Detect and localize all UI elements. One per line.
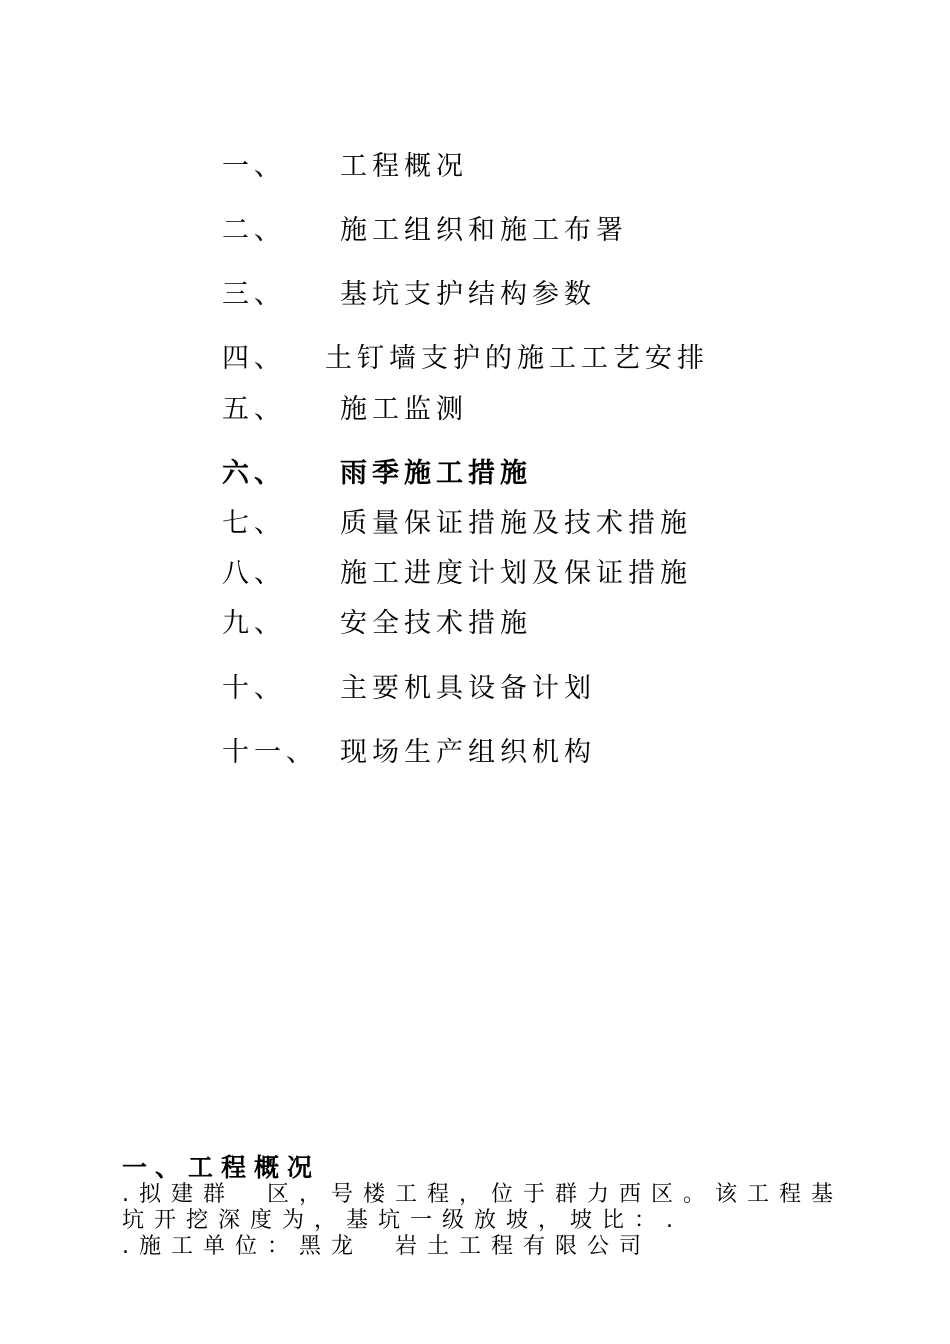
toc-number: 一、 — [222, 151, 286, 182]
toc-number: 七、 — [222, 508, 286, 539]
toc-number: 十一、 — [222, 737, 318, 768]
paragraph-line: .施工单位：黑龙 岩土工程有限公司 — [122, 1234, 651, 1259]
toc-title: 施工进度计划及保证措施 — [340, 558, 692, 589]
toc-number: 五、 — [222, 394, 286, 425]
toc-number: 八、 — [222, 558, 286, 589]
section-heading: 一、工程概况 — [122, 1153, 321, 1182]
section-overview — [122, 1148, 882, 1260]
toc-title: 土钉墙支护的施工工艺安排 — [325, 343, 709, 374]
toc-title: 主要机具设备计划 — [340, 673, 596, 704]
toc-title: 安全技术措施 — [340, 608, 532, 639]
paragraph-line: 坑开挖深度为，基坑一级放坡，坡比：. — [122, 1208, 683, 1233]
toc-number: 六、 — [222, 458, 286, 489]
toc-title: 质量保证措施及技术措施 — [340, 508, 692, 539]
paragraph-line: .拟建群 区，号楼工程，位于群力西区。该工程基 — [122, 1182, 843, 1207]
toc-number: 十、 — [222, 673, 286, 704]
toc-title: 工程概况 — [340, 151, 468, 182]
toc-number: 四、 — [222, 343, 286, 374]
toc-number: 三、 — [222, 279, 286, 310]
toc-title: 施工组织和施工布署 — [340, 215, 628, 246]
toc-number: 九、 — [222, 608, 286, 639]
toc-title: 现场生产组织机构 — [340, 737, 596, 768]
toc-title: 基坑支护结构参数 — [340, 279, 596, 310]
toc-title: 雨季施工措施 — [340, 458, 532, 489]
toc-title: 施工监测 — [340, 394, 468, 425]
toc-number: 二、 — [222, 215, 286, 246]
